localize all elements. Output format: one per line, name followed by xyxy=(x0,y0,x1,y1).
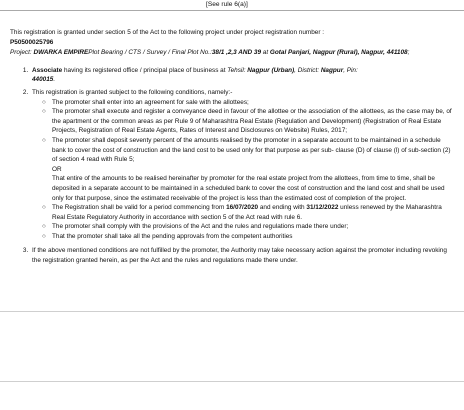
project-at: at xyxy=(261,49,270,57)
project-end: ; xyxy=(407,49,410,57)
district-label: District: xyxy=(297,66,321,74)
condition-bullets xyxy=(32,98,456,242)
validity-post: unless renewed by the Maharashtra Real Estate Regulatory Authority in accordance with section 5 of the Act read with rule 6. xyxy=(52,204,442,221)
condition-text: That the promoter shall take all the pending approvals from the competent authorities xyxy=(52,232,293,240)
bullet-icon: ○ xyxy=(42,108,46,116)
tehsil-value: Nagpur (Urban) xyxy=(247,66,295,74)
validity-from-date: 16/07/2020 xyxy=(226,204,259,212)
sep-2: , xyxy=(343,66,347,74)
conditions-list xyxy=(10,66,456,266)
condition-agreement xyxy=(42,98,456,108)
validity-pre: The Registration shall be valid for a period commencing from xyxy=(52,204,227,212)
rule-reference: [See rule 6(a)] xyxy=(206,1,248,8)
condition-compliance xyxy=(42,222,456,232)
bullet-icon: ○ xyxy=(42,136,46,144)
list-item-revocation: 3. If the above mentioned conditions are not fulfilled by the promoter, the Authority may take necessary action against the promoter including revoking the registration granted herein, as per the Act and the rules and regulations made there under. xyxy=(30,246,456,265)
project-prefix: Project: xyxy=(10,49,34,57)
sep-1: , xyxy=(294,66,298,74)
divider-lower xyxy=(0,381,464,382)
tehsil-label: Tehsil: xyxy=(227,66,248,74)
condition-conveyance xyxy=(42,107,456,136)
condition-validity xyxy=(42,203,456,222)
list-item-associate xyxy=(30,66,456,85)
condition-text: The promoter shall comply with the provisions of the Act and the rules and regulations made there under; xyxy=(52,223,349,231)
project-name: DWARKA EMPIRE xyxy=(33,49,89,57)
item1-end: . xyxy=(53,76,56,84)
certificate-body xyxy=(10,28,456,269)
top-divider xyxy=(0,10,464,11)
pin-label: Pin: xyxy=(346,66,358,74)
condition-text: The promoter shall enter into an agreement for sale with the allottees; xyxy=(52,98,249,106)
project-plot-number: 38/1 ,2,3 AND 39 xyxy=(211,49,261,57)
or-separator: OR xyxy=(52,165,62,173)
divider-upper xyxy=(0,311,464,312)
list-item-conditions xyxy=(30,88,456,242)
project-plot-label: Plot Bearing / CTS / Survey / Final Plot No.: xyxy=(88,49,212,57)
condition-deposit-alt: That entire of the amounts to be realised hereinafter by promoter for the real estate project from the allottees, from time to time, shall be deposited in a separate account to be maintained in a scheduled bank to cover the cost of construction and the land cost and shall be used only for that purpose, since the estimated receivable of the project is less than the estimated cost of completion of the project. xyxy=(52,175,445,202)
pin-value: 440015 xyxy=(32,76,54,84)
bullet-icon: ○ xyxy=(42,204,46,212)
condition-text: The promoter shall deposit seventy percent of the amounts realised by the promoter in a separate account to be maintained in a schedule bank to cover the cost of construction and the land cost to be used only for that purpose as per sub- clause (D) of clause (l) of sub-section (2) of section 4 read with Rule 5; xyxy=(52,136,451,164)
district-value: Nagpur xyxy=(320,66,344,74)
intro-paragraph: This registration is granted under section 5 of the Act to the following project under project registration number : xyxy=(10,29,325,36)
condition-approvals xyxy=(42,232,456,242)
project-line xyxy=(10,48,456,58)
project-location: Gotal Panjari, Nagpur (Rural), Nagpur, 441108 xyxy=(269,49,408,57)
office-text: having its registered office / principal place of business at xyxy=(62,66,228,74)
promoter-name: Associate xyxy=(32,66,63,74)
bullet-icon: ○ xyxy=(42,98,46,106)
bullet-icon: ○ xyxy=(42,223,46,231)
bullet-icon: ○ xyxy=(42,232,46,240)
registration-number: P50500025796 xyxy=(10,38,54,46)
condition-text: The promoter shall execute and register a conveyance deed in favour of the allottee or the association of the allottees, as the case may be, of the apartment or the common areas as per Rule 9 of Maharashtra Real Estate (Regulation and Development) (Registration of Real Estate Projects, Registration of Real Estate Agents, Rates of Interest and Disclosures on Website) Rules, 2017; xyxy=(52,108,452,135)
condition-deposit xyxy=(42,136,456,203)
conditions-intro: This registration is granted subject to the following conditions, namely:- xyxy=(32,88,233,96)
validity-to-date: 31/12/2022 xyxy=(306,204,339,212)
validity-mid: and ending with xyxy=(258,204,307,212)
